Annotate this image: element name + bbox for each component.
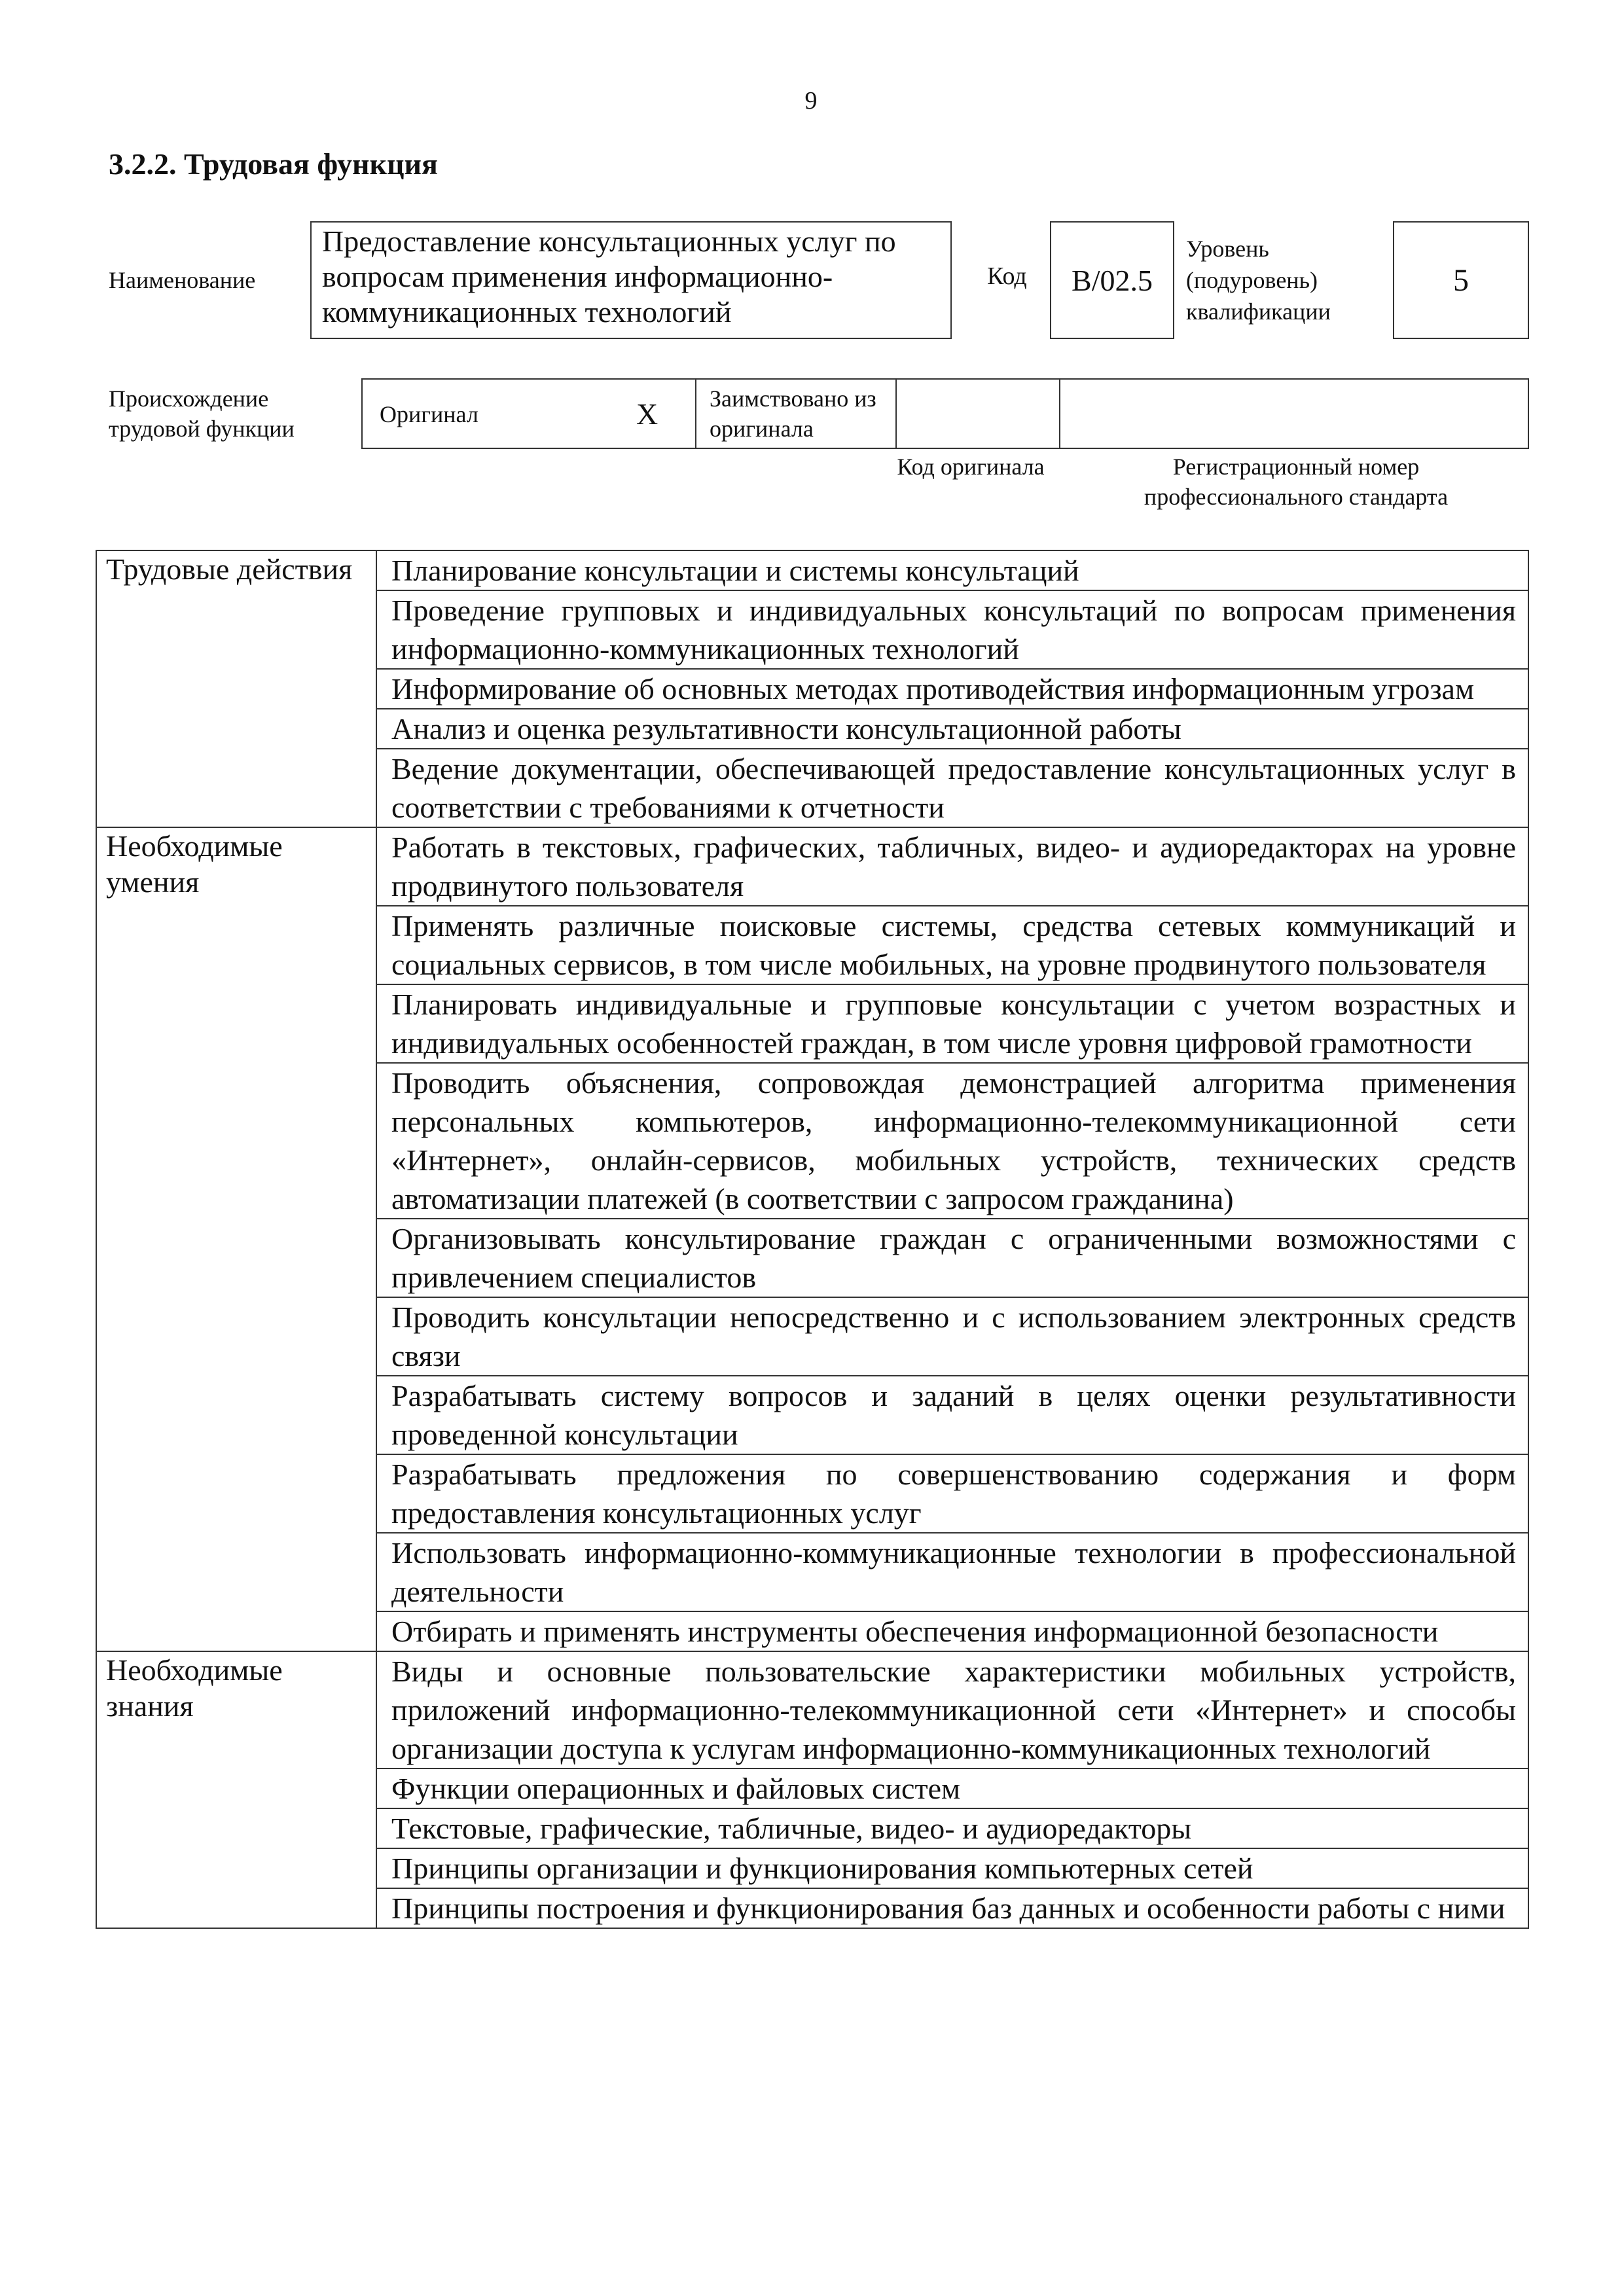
section-title: 3.2.2. Трудовая функция [109, 147, 438, 181]
borrowed-cell [696, 380, 897, 448]
reg-caption: Регистрационный номер профессионального стандарта [1144, 454, 1449, 510]
original-cell [363, 380, 696, 448]
function-details-table [96, 550, 1529, 1929]
borrowed-label: Заимствовано из оригинала [710, 386, 876, 442]
level-value-box: 5 [1393, 221, 1529, 339]
table-row [96, 1651, 1528, 1768]
page-number: 9 [804, 87, 818, 115]
code-value-box: B/02.5 [1050, 221, 1174, 339]
name-label: Наименование [109, 267, 256, 293]
section-item: Отбирать и применять инструменты обеспечения информационной безопасности [376, 1611, 1528, 1651]
original-code-cell [897, 380, 1060, 448]
section-item: Информирование об основных методах противодействия информационным угрозам [376, 669, 1528, 709]
section-item: Разрабатывать систему вопросов и заданий в целях оценки результативности проведенной консультации [376, 1376, 1528, 1454]
section-item: Ведение документации, обеспечивающей предоставление консультационных услуг в соответствии с требованиями к отчетности [376, 749, 1528, 827]
code-label: Код [987, 262, 1027, 290]
section-item: Проводить объяснения, сопровождая демонстрацией алгоритма применения персональных компьютеров, информационно-телекоммуникационной сети «Интернет», онлайн-сервисов, мобильных устройств, технических средств автоматизации платежей (в соответствии с запросом гражданина) [376, 1063, 1528, 1219]
section-item: Планирование консультации и системы консультаций [376, 550, 1528, 590]
section-item: Организовывать консультирование граждан с ограниченными возможностями с привлечением специалистов [376, 1219, 1528, 1297]
level-label: Уровень (подуровень) квалификации [1186, 236, 1331, 325]
reg-number-cell [1060, 380, 1528, 448]
section-category: Трудовые действия [96, 550, 376, 827]
section-item: Принципы организации и функционирования компьютерных сетей [376, 1848, 1528, 1888]
section-item: Анализ и оценка результативности консультационной работы [376, 709, 1528, 749]
section-item: Функции операционных и файловых систем [376, 1768, 1528, 1808]
section-item: Проведение групповых и индивидуальных консультаций по вопросам применения информационно-коммуникационных технологий [376, 590, 1528, 669]
function-name-box: Предоставление консультационных услуг по вопросам применения информационно-коммуникационных технологий [310, 221, 952, 339]
section-item: Работать в текстовых, графических, табличных, видео- и аудиоредакторах на уровне продвинутого пользователя [376, 827, 1528, 906]
original-label: Оригинал [380, 401, 478, 427]
table-row [96, 827, 1528, 906]
section-item: Использовать информационно-коммуникационные технологии в профессиональной деятельности [376, 1533, 1528, 1611]
original-mark: X [636, 397, 658, 431]
section-item: Планировать индивидуальные и групповые консультации с учетом возрастных и индивидуальных особенностей граждан, в том числе уровня цифровой грамотности [376, 984, 1528, 1063]
section-item: Виды и основные пользовательские характеристики мобильных устройств, приложений информационно-телекоммуникационной сети «Интернет» и способы организации доступа к услугам информационно-коммуникационных технологий [376, 1651, 1528, 1768]
section-item: Разрабатывать предложения по совершенствованию содержания и форм предоставления консультационных услуг [376, 1454, 1528, 1533]
section-item: Принципы построения и функционирования баз данных и особенности работы с ними [376, 1888, 1528, 1928]
origin-row [361, 378, 1529, 449]
code-caption: Код оригинала [897, 454, 1045, 480]
origin-label: Происхождение трудовой функции [109, 386, 295, 442]
table-row [96, 550, 1528, 590]
section-item: Проводить консультации непосредственно и с использованием электронных средств связи [376, 1297, 1528, 1376]
section-category: Необходимые знания [96, 1651, 376, 1928]
section-item: Применять различные поисковые системы, средства сетевых коммуникаций и социальных сервисов, в том числе мобильных, на уровне продвинутого пользователя [376, 906, 1528, 984]
section-category: Необходимые умения [96, 827, 376, 1651]
section-item: Текстовые, графические, табличные, видео- и аудиоредакторы [376, 1808, 1528, 1848]
